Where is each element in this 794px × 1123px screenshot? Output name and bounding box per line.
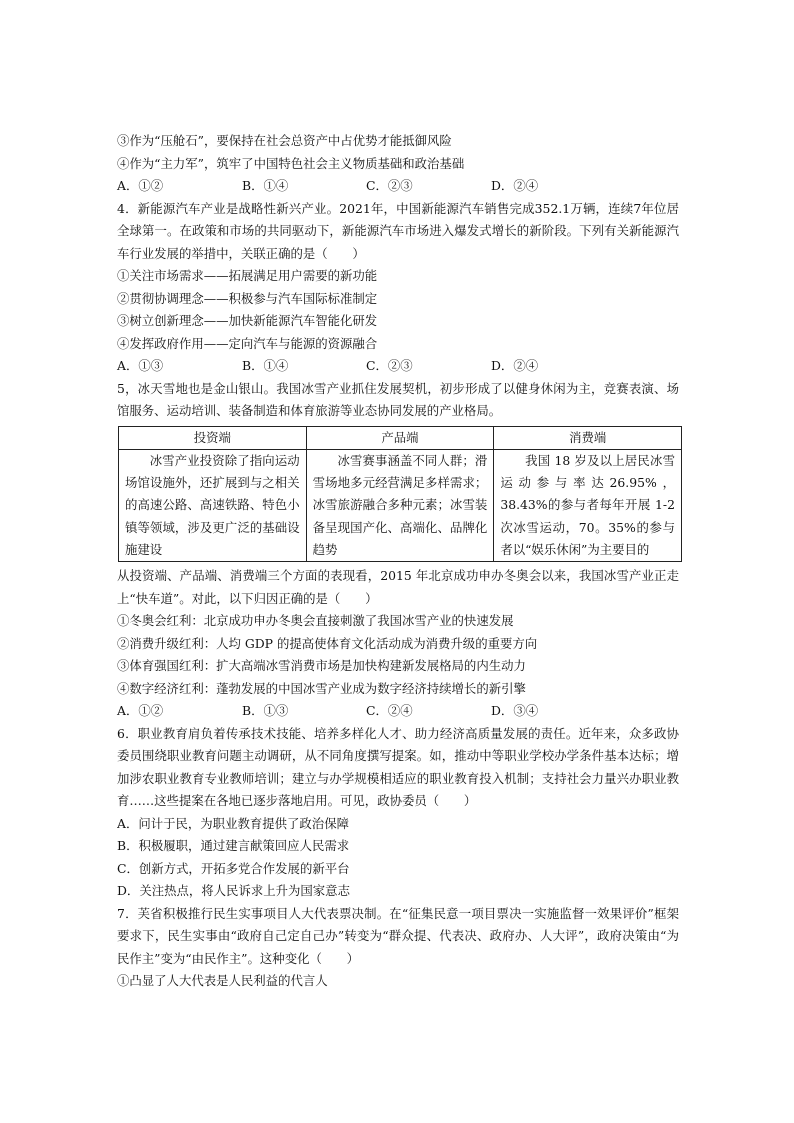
q5-option-a: A．①②: [117, 703, 164, 719]
cell-investment: [119, 449, 307, 561]
q5-option-c: C．②④: [366, 703, 413, 719]
q4-stem: 4．新能源汽车产业是战略性新兴产业。2021年，中国新能源汽车销售完成352.1万辆，连续7年位居全球第一。在政策和市场的共同驱动下，新能源汽车市场进入爆发式增长的新阶段。下列有关新能源汽车行业发展的举措中，关联正确的是（ ）: [117, 200, 679, 261]
cell-consumption-text: 我国 18 岁及以上居民冰雪运动参与率达26.95%，38.43%的参与者每年开展 1-2 次冰雪运动，70。35%的参与者以“娱乐休闲”为主要目的: [500, 452, 675, 557]
q3-option-a: A．①②: [117, 178, 164, 193]
q6-stem: 6．职业教育肩负着传承技术技能、培养多样化人才、助力经济高质量发展的责任。近年来，众多政协委员围绕职业教育问题主动调研，从不同角度撰写提案。如，推动中等职业学校办学条件基本达标；增加涉农职业教育专业教师培训；建立与办学规模相适应的职业教育投入机制；支持社会力量兴办职业教育……这些提案在各地已逐步落地启用。可见，政协委员（ ）: [117, 725, 679, 809]
q5-industry-table: [118, 426, 682, 563]
q5-item-3: ③体育强国红利：扩大高端冰雪消费市场是加快构建新发展格局的内生动力: [117, 658, 526, 674]
q5-option-b: B．①③: [242, 703, 289, 719]
q3-item-3: ③作为“压舱石”，要保持在社会总资产中占优势才能抵御风险: [117, 133, 452, 148]
q3-option-b: B．①④: [242, 178, 289, 193]
q5-option-d: D．③④: [491, 703, 539, 719]
q5-stem: 从投资端、产品端、消费端三个方面的表现看，2015 年北京成功申办冬奥会以来，我国冰雪产业正走上“快车道”。对此，以下归因正确的是（ ）: [117, 568, 679, 606]
q4-option-b: B．①④: [242, 358, 289, 373]
cell-consumption: [494, 449, 682, 561]
q5-options: [117, 700, 679, 723]
q4-item-1: ①关注市场需求——拓展满足用户需要的新功能: [117, 268, 378, 283]
table-header-row: [119, 426, 682, 449]
header-consumption: 消费端: [494, 426, 682, 449]
q4-option-a: A．①③: [117, 358, 164, 373]
q5-item-4: ④数字经济红利：蓬勃发展的中国冰雪产业成为数字经济持续增长的新引擎: [117, 680, 526, 696]
q4-item-4: ④发挥政府作用——定向汽车与能源的资源融合: [117, 335, 378, 351]
cell-investment-text: 冰雪产业投资除了指向运动场馆设施外，还扩展到与之相关的高速公路、高速铁路、特色小镇等领域，涉及更广泛的基础设施建设: [125, 452, 300, 557]
q7-item-1: ①凸显了人大代表是人民利益的代言人: [117, 973, 328, 989]
q4-item-3: ③树立创新理念——加快新能源汽车智能化研发: [117, 313, 378, 328]
cell-product: [306, 449, 494, 561]
q4-options: [117, 355, 679, 378]
q3-option-d: D．②④: [491, 178, 539, 193]
q4-item-2: ②贯彻协调理念——积极参与汽车国际标准制定: [117, 290, 378, 306]
q6-choice-d: D．关注热点，将人民诉求上升为国家意志: [117, 883, 350, 899]
table-row: [119, 449, 682, 561]
q7-stem: 7．芙省积极推行民生实事项目人大代表票决制。在“征集民意一项目票决一实施监督一效果评价”框架要求下，民生实事由“政府自己定自己办”转变为“群众提、代表决、政府办、人大评”，政府决策由“为民作主”变为“由民作主”。这种变化（ ）: [117, 905, 679, 966]
q6-choice-c: C．创新方式，开拓多党合作发展的新平台: [117, 860, 350, 876]
q3-option-c: C．②③: [366, 178, 413, 193]
q3-options: [117, 175, 679, 198]
q5-item-1: ①冬奥会红利：北京成功申办冬奥会直接刺激了我国冰雪产业的快速发展: [117, 613, 514, 629]
q6-choice-b: B．积极履职，通过建言献策回应人民需求: [117, 838, 350, 854]
page-content: [117, 130, 679, 993]
q4-option-d: D．②④: [491, 358, 539, 373]
q3-item-4: ④作为“主力军”，筑牢了中国特色社会主义物质基础和政治基础: [117, 155, 465, 171]
q4-option-c: C．②③: [366, 358, 413, 373]
header-product: 产品端: [306, 426, 494, 449]
cell-product-text: 冰雪赛事涵盖不同人群；滑雪场地多元经营满足多样需求；冰雪旅游融合多种元素；冰雪装备呈现国产化、高端化、品牌化趋势: [312, 452, 488, 557]
header-investment: 投资端: [119, 426, 307, 449]
q5-intro: 5，冰天雪地也是金山银山。我国冰雪产业抓住发展契机，初步形成了以健身休闲为主，竞赛表演、场馆服务、运动培训、装备制造和体育旅游等业态协同发展的产业格局。: [117, 380, 679, 418]
q5-item-2: ②消费升级红利：人均 GDP 的提高使体育文化活动成为消费升级的重要方向: [117, 635, 538, 651]
q6-choice-a: A．问计于民，为职业教育提供了政治保障: [117, 815, 349, 831]
